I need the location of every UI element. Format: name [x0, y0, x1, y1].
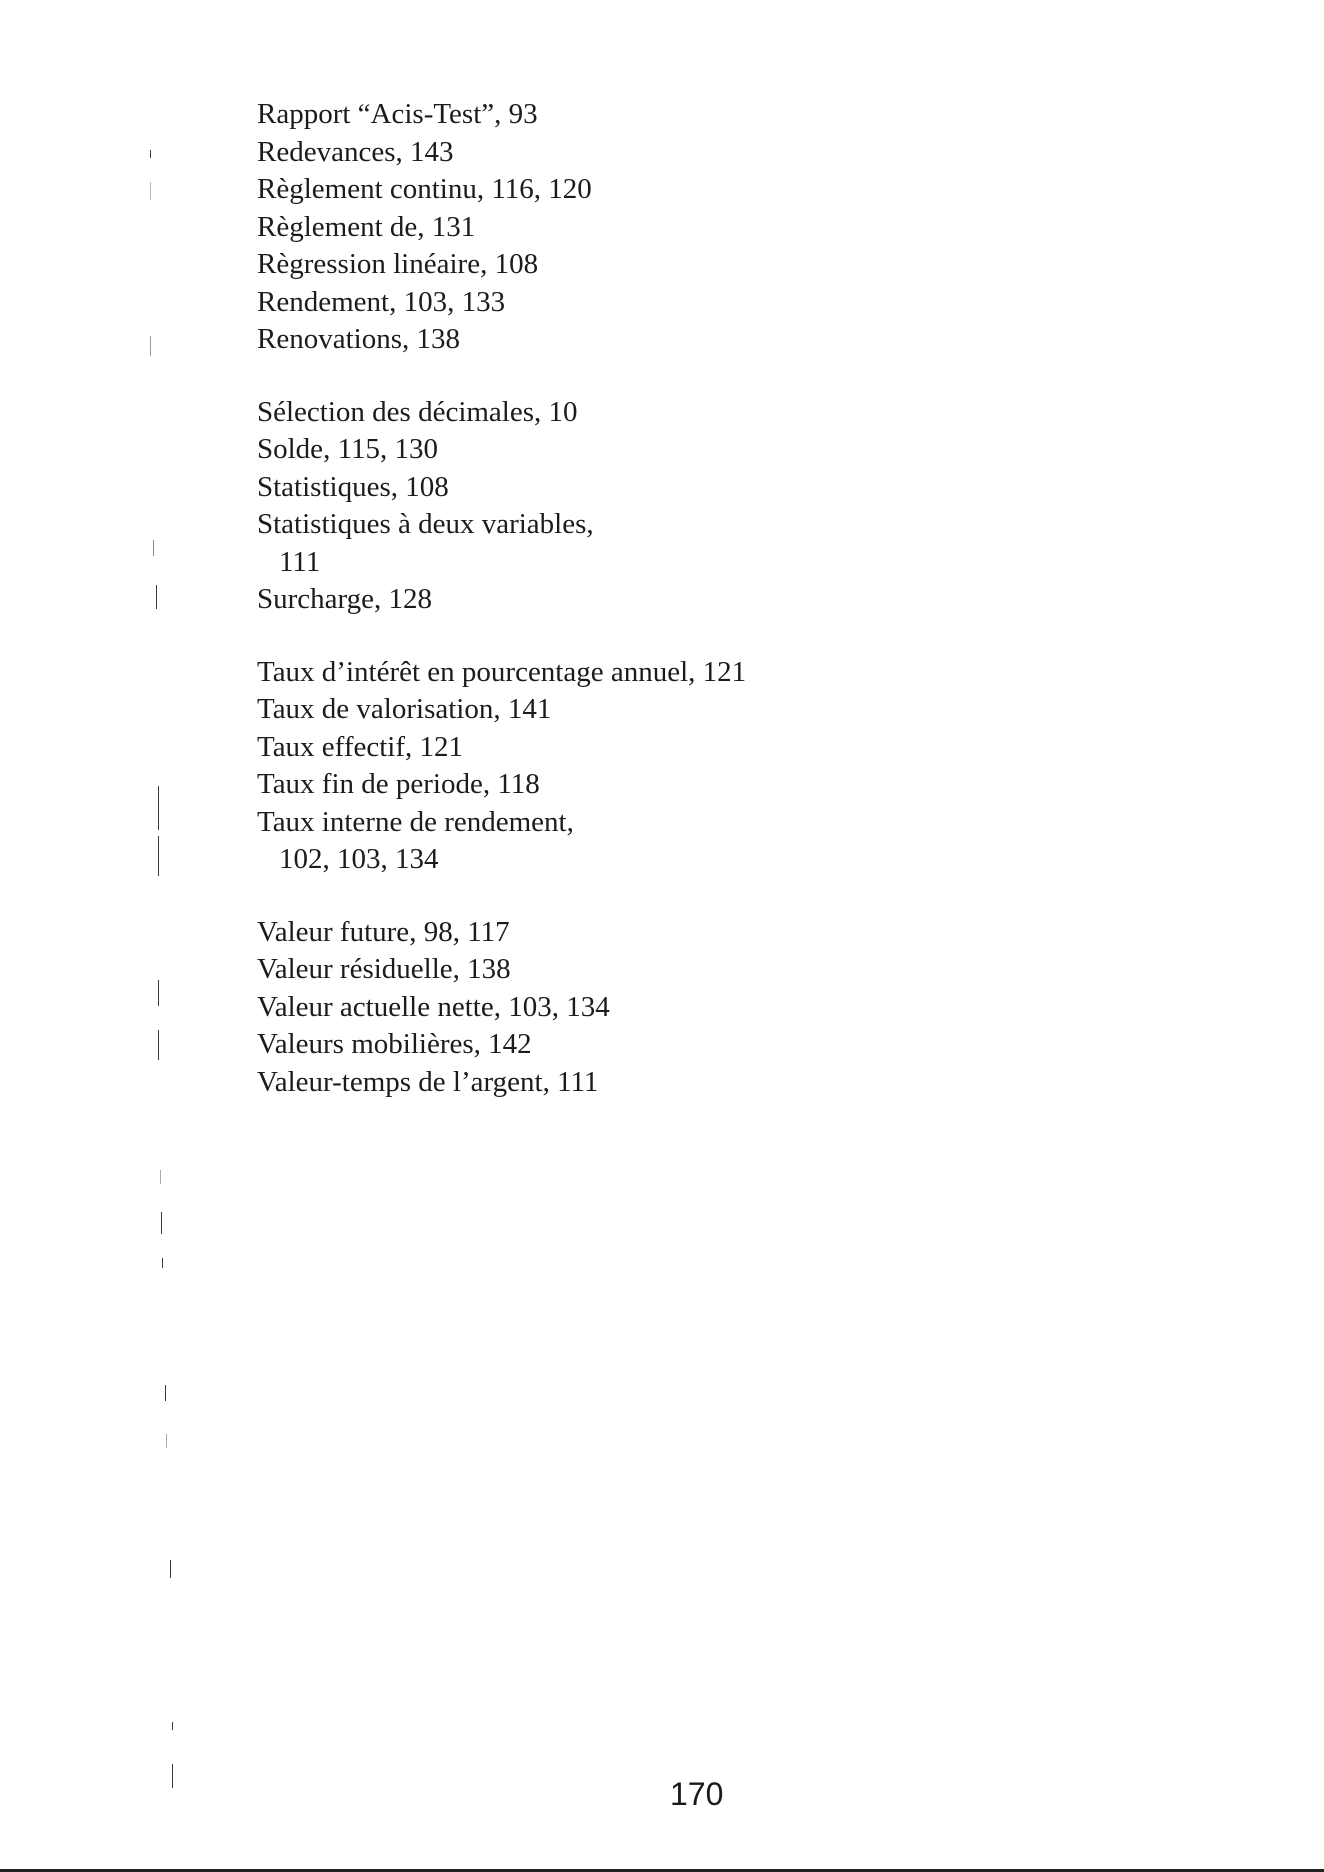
index-pages: 138	[467, 953, 511, 985]
index-pages: 118	[497, 768, 540, 800]
index-entry	[257, 394, 817, 432]
index-term: Taux d’intérêt en pourcentage annuel ,	[257, 656, 703, 688]
index-entry	[257, 506, 817, 581]
scan-speck	[158, 836, 159, 876]
index-pages: 141	[507, 693, 552, 725]
index-pages: 108	[494, 248, 539, 280]
index-entry	[257, 989, 817, 1027]
index-term: Solde ,	[257, 433, 338, 465]
scan-speck	[165, 1385, 166, 1401]
index-entry	[257, 246, 817, 284]
index-term: Sélection des décimales ,	[257, 396, 549, 428]
index-term: Surcharge ,	[257, 583, 389, 615]
index-entry	[257, 209, 817, 247]
index-pages: 121	[702, 655, 747, 688]
index-entry	[257, 691, 817, 729]
scan-speck	[170, 1560, 171, 1578]
scan-speck	[166, 1434, 167, 1448]
index-pages: 93	[508, 98, 538, 130]
index-entry	[257, 171, 817, 209]
scan-speck	[150, 182, 151, 200]
scan-speck	[172, 1764, 173, 1788]
index-pages: 108	[405, 470, 449, 503]
index-term: Valeur actuelle nette ,	[257, 991, 508, 1023]
index-pages: 131	[431, 210, 476, 243]
index-entry	[257, 654, 817, 692]
index-term: Valeurs mobilières ,	[257, 1028, 488, 1060]
index-term: Taux interne de rendement ,	[257, 806, 581, 838]
index-pages: 103, 134	[508, 990, 610, 1023]
index-entry	[257, 581, 817, 619]
index-entry	[257, 766, 817, 804]
index-term: Valeur future ,	[257, 916, 424, 948]
index-pages: 143	[410, 135, 454, 168]
index-term: Règression linéaire ,	[257, 248, 495, 280]
index-pages: 111	[279, 545, 321, 578]
index-term: Règlement continu ,	[257, 173, 491, 205]
index-list	[257, 96, 817, 1101]
index-pages: 138	[416, 323, 460, 355]
index-entry	[257, 951, 817, 989]
index-pages: 121	[419, 730, 463, 763]
index-pages: 128	[388, 583, 433, 615]
index-term: Rapport “Acis-Test” ,	[257, 98, 509, 130]
index-pages: 10	[548, 395, 578, 428]
index-term: Statistiques à deux variables ,	[257, 508, 601, 540]
scan-speck	[158, 786, 159, 830]
index-pages: 98, 117	[423, 915, 510, 948]
page-number: 170	[670, 1776, 724, 1812]
index-term: Taux effectif ,	[257, 731, 420, 763]
scan-speck	[158, 1030, 159, 1060]
index-entry	[257, 1064, 817, 1102]
index-entry	[257, 469, 817, 507]
index-entry	[257, 321, 817, 359]
scan-speck	[153, 540, 154, 556]
scan-speck	[161, 1212, 162, 1234]
index-pages: 142	[488, 1028, 532, 1060]
index-entry	[257, 134, 817, 172]
scan-speck	[172, 1722, 173, 1730]
index-term: Valeur-temps de l’argent ,	[257, 1066, 557, 1098]
scan-speck	[160, 1170, 161, 1184]
index-entry	[257, 729, 817, 767]
index-term: Taux fin de periode ,	[257, 768, 497, 800]
index-pages: 102, 103, 134	[279, 843, 439, 875]
index-pages: 111	[557, 1065, 599, 1098]
index-term: Rendement ,	[257, 286, 404, 318]
scan-speck	[158, 980, 159, 1006]
index-pages: 115, 130	[337, 433, 438, 465]
index-entry	[257, 96, 817, 134]
index-term: Redevances ,	[257, 136, 410, 168]
scan-speck	[150, 336, 151, 356]
index-entry	[257, 1026, 817, 1064]
index-entry	[257, 804, 817, 879]
scan-speck	[150, 150, 151, 158]
index-entry	[257, 431, 817, 469]
index-term: Renovations ,	[257, 323, 417, 355]
index-pages: 103, 133	[403, 285, 506, 318]
scan-speck	[162, 1258, 163, 1268]
index-entry	[257, 914, 817, 952]
index-entry	[257, 284, 817, 322]
index-term: Valeur résiduelle ,	[257, 953, 467, 985]
index-term: Règlement de ,	[257, 211, 432, 243]
index-term: Statistiques ,	[257, 471, 405, 503]
scan-speck	[156, 585, 157, 609]
index-pages: 116, 120	[491, 173, 592, 205]
index-term: Taux de valorisation ,	[257, 693, 508, 725]
